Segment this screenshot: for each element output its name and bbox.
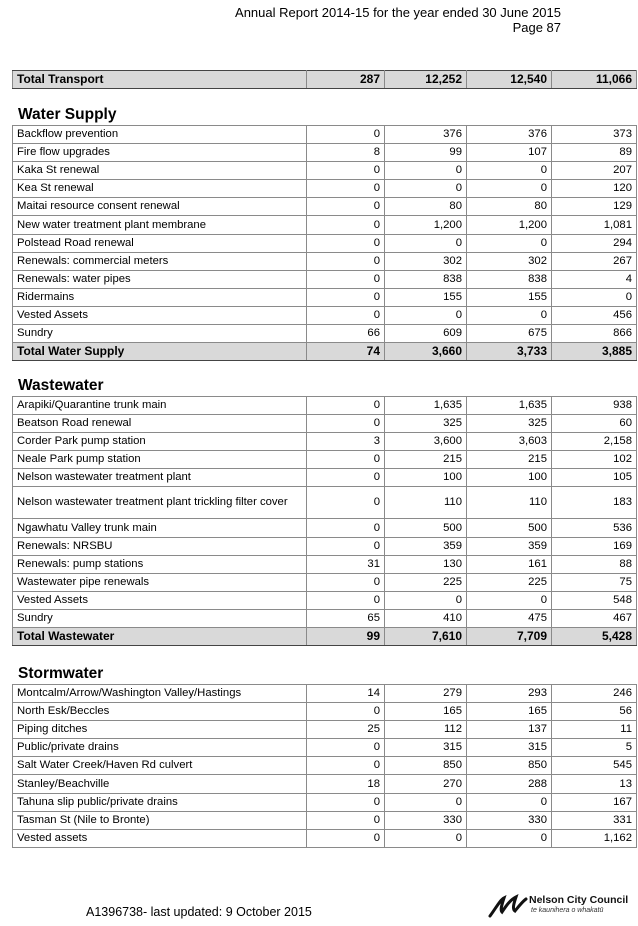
section-title-water-supply: Water Supply [18, 106, 117, 123]
value-cell: 536 [552, 519, 637, 537]
value-cell: 169 [552, 537, 637, 555]
value-cell: 0 [467, 829, 552, 847]
item-label: Vested Assets [13, 591, 307, 609]
value-cell: 3,733 [467, 343, 552, 361]
table-row [13, 775, 637, 793]
logo-subtitle: te kaunihera o whakatū [531, 907, 604, 914]
transport-table [12, 70, 637, 89]
table-row [13, 397, 637, 415]
item-label: Arapiki/Quarantine trunk main [13, 397, 307, 415]
table-row [13, 829, 637, 847]
value-cell: 80 [467, 198, 552, 216]
value-cell: 14 [307, 685, 385, 703]
item-label: Neale Park pump station [13, 451, 307, 469]
value-cell: 155 [467, 288, 552, 306]
item-label: Tahuna slip public/private drains [13, 793, 307, 811]
value-cell: 0 [385, 829, 467, 847]
value-cell: 267 [552, 252, 637, 270]
value-cell: 288 [467, 775, 552, 793]
value-cell: 0 [307, 573, 385, 591]
value-cell: 0 [307, 829, 385, 847]
value-cell: 11 [552, 721, 637, 739]
item-label: Sundry [13, 325, 307, 343]
value-cell: 12,540 [467, 71, 552, 89]
value-cell: 215 [467, 451, 552, 469]
item-label: Backflow prevention [13, 126, 307, 144]
value-cell: 99 [385, 144, 467, 162]
value-cell: 294 [552, 234, 637, 252]
value-cell: 13 [552, 775, 637, 793]
value-cell: 325 [467, 415, 552, 433]
item-label: Ngawhatu Valley trunk main [13, 519, 307, 537]
value-cell: 183 [552, 487, 637, 519]
value-cell: 110 [467, 487, 552, 519]
value-cell: 0 [307, 252, 385, 270]
value-cell: 0 [467, 162, 552, 180]
table-row [13, 144, 637, 162]
table-row [13, 325, 637, 343]
value-cell: 456 [552, 306, 637, 324]
value-cell: 0 [307, 198, 385, 216]
item-label: Renewals: NRSBU [13, 537, 307, 555]
value-cell: 325 [385, 415, 467, 433]
value-cell: 3,885 [552, 343, 637, 361]
item-label: Public/private drains [13, 739, 307, 757]
value-cell: 0 [307, 397, 385, 415]
value-cell: 137 [467, 721, 552, 739]
value-cell: 100 [467, 469, 552, 487]
value-cell: 0 [385, 234, 467, 252]
water-supply-table [12, 125, 637, 361]
item-label: Total Water Supply [13, 343, 307, 361]
value-cell: 1,635 [385, 397, 467, 415]
table-row [13, 721, 637, 739]
value-cell: 107 [467, 144, 552, 162]
value-cell: 0 [307, 234, 385, 252]
value-cell: 167 [552, 793, 637, 811]
value-cell: 56 [552, 703, 637, 721]
value-cell: 3,600 [385, 433, 467, 451]
value-cell: 2,158 [552, 433, 637, 451]
table-row [13, 519, 637, 537]
value-cell: 161 [467, 555, 552, 573]
table-row [13, 198, 637, 216]
value-cell: 0 [467, 793, 552, 811]
value-cell: 105 [552, 469, 637, 487]
value-cell: 4 [552, 270, 637, 288]
value-cell: 0 [307, 487, 385, 519]
item-label: Tasman St (Nile to Bronte) [13, 811, 307, 829]
table-row [13, 685, 637, 703]
table-row [13, 270, 637, 288]
value-cell: 65 [307, 609, 385, 627]
value-cell: 1,635 [467, 397, 552, 415]
value-cell: 1,162 [552, 829, 637, 847]
table-row [13, 288, 637, 306]
table-row [13, 591, 637, 609]
value-cell: 500 [385, 519, 467, 537]
item-label: Total Transport [13, 71, 307, 89]
value-cell: 225 [385, 573, 467, 591]
value-cell: 359 [385, 537, 467, 555]
value-cell: 0 [467, 234, 552, 252]
wastewater-table [12, 396, 637, 646]
value-cell: 11,066 [552, 71, 637, 89]
value-cell: 99 [307, 628, 385, 646]
table-row [13, 433, 637, 451]
table-row [13, 757, 637, 775]
table-row [13, 162, 637, 180]
item-label: Nelson wastewater treatment plant trickling filter cover [13, 487, 307, 519]
table-row [13, 252, 637, 270]
item-label: Salt Water Creek/Haven Rd culvert [13, 757, 307, 775]
item-label: Beatson Road renewal [13, 415, 307, 433]
item-label: Fire flow upgrades [13, 144, 307, 162]
value-cell: 293 [467, 685, 552, 703]
value-cell: 279 [385, 685, 467, 703]
value-cell: 545 [552, 757, 637, 775]
value-cell: 0 [467, 180, 552, 198]
value-cell: 89 [552, 144, 637, 162]
value-cell: 410 [385, 609, 467, 627]
value-cell: 215 [385, 451, 467, 469]
table-row [13, 415, 637, 433]
item-label: Corder Park pump station [13, 433, 307, 451]
table-row [13, 234, 637, 252]
table-row [13, 609, 637, 627]
value-cell: 838 [385, 270, 467, 288]
value-cell: 675 [467, 325, 552, 343]
value-cell: 0 [385, 793, 467, 811]
value-cell: 0 [307, 793, 385, 811]
value-cell: 1,200 [467, 216, 552, 234]
value-cell: 0 [307, 519, 385, 537]
value-cell: 376 [385, 126, 467, 144]
value-cell: 5 [552, 739, 637, 757]
item-label: North Esk/Beccles [13, 703, 307, 721]
value-cell: 0 [385, 591, 467, 609]
table-row [13, 487, 637, 519]
value-cell: 0 [307, 306, 385, 324]
value-cell: 1,200 [385, 216, 467, 234]
item-label: Ridermains [13, 288, 307, 306]
item-label: Sundry [13, 609, 307, 627]
council-logo [488, 892, 628, 922]
value-cell: 331 [552, 811, 637, 829]
item-label: Maitai resource consent renewal [13, 198, 307, 216]
value-cell: 302 [385, 252, 467, 270]
table-row [13, 469, 637, 487]
value-cell: 8 [307, 144, 385, 162]
value-cell: 609 [385, 325, 467, 343]
logo-name: Nelson City Council [529, 894, 629, 906]
table-row [13, 306, 637, 324]
value-cell: 75 [552, 573, 637, 591]
table-row [13, 537, 637, 555]
value-cell: 112 [385, 721, 467, 739]
value-cell: 7,610 [385, 628, 467, 646]
value-cell: 0 [307, 216, 385, 234]
value-cell: 0 [467, 591, 552, 609]
value-cell: 60 [552, 415, 637, 433]
value-cell: 0 [552, 288, 637, 306]
value-cell: 66 [307, 325, 385, 343]
table-row [13, 703, 637, 721]
value-cell: 110 [385, 487, 467, 519]
value-cell: 475 [467, 609, 552, 627]
value-cell: 0 [307, 469, 385, 487]
total-row [13, 343, 637, 361]
value-cell: 7,709 [467, 628, 552, 646]
value-cell: 0 [385, 162, 467, 180]
item-label: Montcalm/Arrow/Washington Valley/Hastings [13, 685, 307, 703]
table-row [13, 573, 637, 591]
value-cell: 0 [307, 591, 385, 609]
value-cell: 165 [467, 703, 552, 721]
value-cell: 376 [467, 126, 552, 144]
value-cell: 130 [385, 555, 467, 573]
page-number: Page 87 [512, 20, 561, 35]
item-label: Stanley/Beachville [13, 775, 307, 793]
value-cell: 0 [307, 739, 385, 757]
table-row [13, 555, 637, 573]
value-cell: 0 [307, 288, 385, 306]
value-cell: 0 [307, 703, 385, 721]
value-cell: 838 [467, 270, 552, 288]
item-label: Nelson wastewater treatment plant [13, 469, 307, 487]
table-row [13, 811, 637, 829]
value-cell: 330 [385, 811, 467, 829]
value-cell: 287 [307, 71, 385, 89]
value-cell: 850 [385, 757, 467, 775]
value-cell: 0 [385, 306, 467, 324]
value-cell: 100 [385, 469, 467, 487]
item-label: Vested Assets [13, 306, 307, 324]
value-cell: 0 [307, 126, 385, 144]
value-cell: 302 [467, 252, 552, 270]
item-label: Polstead Road renewal [13, 234, 307, 252]
value-cell: 0 [307, 811, 385, 829]
value-cell: 25 [307, 721, 385, 739]
value-cell: 373 [552, 126, 637, 144]
table-row [13, 180, 637, 198]
value-cell: 246 [552, 685, 637, 703]
value-cell: 207 [552, 162, 637, 180]
value-cell: 0 [307, 451, 385, 469]
item-label: Renewals: pump stations [13, 555, 307, 573]
total-row [13, 71, 637, 89]
table-row [13, 793, 637, 811]
value-cell: 80 [385, 198, 467, 216]
item-label: Piping ditches [13, 721, 307, 739]
value-cell: 850 [467, 757, 552, 775]
value-cell: 3 [307, 433, 385, 451]
document-reference: A1396738- last updated: 9 October 2015 [86, 905, 312, 919]
value-cell: 88 [552, 555, 637, 573]
value-cell: 31 [307, 555, 385, 573]
value-cell: 102 [552, 451, 637, 469]
value-cell: 270 [385, 775, 467, 793]
section-title-wastewater: Wastewater [18, 377, 104, 394]
table-row [13, 451, 637, 469]
value-cell: 74 [307, 343, 385, 361]
value-cell: 3,603 [467, 433, 552, 451]
stormwater-table [12, 684, 637, 848]
value-cell: 0 [307, 757, 385, 775]
value-cell: 0 [307, 415, 385, 433]
value-cell: 225 [467, 573, 552, 591]
value-cell: 315 [467, 739, 552, 757]
item-label: New water treatment plant membrane [13, 216, 307, 234]
value-cell: 0 [307, 270, 385, 288]
page-header [235, 5, 561, 35]
council-logo-icon [488, 894, 528, 918]
value-cell: 18 [307, 775, 385, 793]
value-cell: 129 [552, 198, 637, 216]
table-row [13, 739, 637, 757]
table-row [13, 216, 637, 234]
item-label: Kaka St renewal [13, 162, 307, 180]
value-cell: 165 [385, 703, 467, 721]
value-cell: 0 [307, 180, 385, 198]
value-cell: 120 [552, 180, 637, 198]
item-label: Renewals: commercial meters [13, 252, 307, 270]
value-cell: 315 [385, 739, 467, 757]
value-cell: 548 [552, 591, 637, 609]
value-cell: 938 [552, 397, 637, 415]
value-cell: 155 [385, 288, 467, 306]
table-row [13, 126, 637, 144]
item-label: Vested assets [13, 829, 307, 847]
value-cell: 0 [307, 537, 385, 555]
value-cell: 5,428 [552, 628, 637, 646]
value-cell: 467 [552, 609, 637, 627]
item-label: Wastewater pipe renewals [13, 573, 307, 591]
value-cell: 0 [467, 306, 552, 324]
section-title-stormwater: Stormwater [18, 665, 104, 682]
value-cell: 500 [467, 519, 552, 537]
value-cell: 866 [552, 325, 637, 343]
item-label: Renewals: water pipes [13, 270, 307, 288]
value-cell: 359 [467, 537, 552, 555]
value-cell: 1,081 [552, 216, 637, 234]
report-title: Annual Report 2014-15 for the year ended 30 June 2015 [235, 5, 561, 20]
value-cell: 12,252 [385, 71, 467, 89]
value-cell: 0 [307, 162, 385, 180]
value-cell: 0 [385, 180, 467, 198]
item-label: Total Wastewater [13, 628, 307, 646]
item-label: Kea St renewal [13, 180, 307, 198]
value-cell: 330 [467, 811, 552, 829]
value-cell: 3,660 [385, 343, 467, 361]
total-row [13, 628, 637, 646]
